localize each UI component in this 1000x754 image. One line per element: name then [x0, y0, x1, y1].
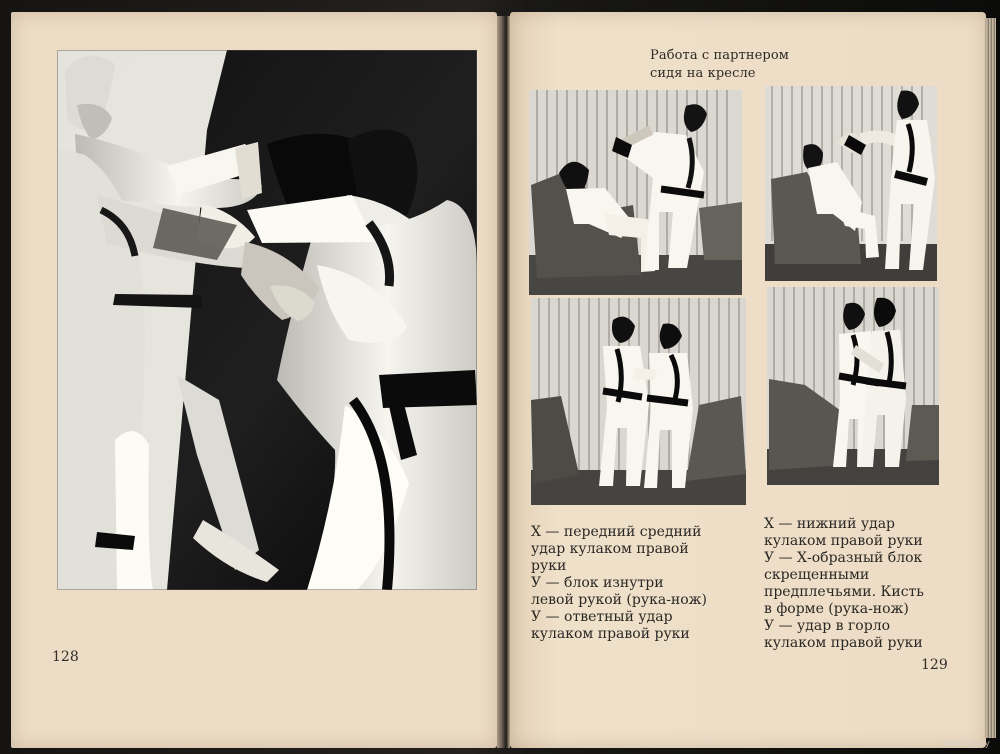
- heading-line: сидя на кресле: [650, 66, 756, 81]
- right-page-heading: [650, 47, 830, 83]
- heading-line: Работа с партнером: [650, 48, 789, 63]
- technique-caption-right: Х — нижний удар кулаком правой руки У — Х-образный блок скрещенными предплечьями. Кисть в форме (рука-нож) У — удар в горло кулаком правой руки: [764, 516, 924, 651]
- main-martial-arts-photo: [57, 50, 477, 590]
- technique-photo-4: [767, 287, 939, 485]
- right-page-number: 129: [921, 657, 948, 673]
- left-page-number: 128: [52, 649, 79, 665]
- watermark: www.ay.by: [942, 739, 990, 749]
- technique-photo-1: [529, 90, 742, 295]
- book-gutter: [497, 16, 510, 748]
- technique-caption-left: Х — передний средний удар кулаком правой руки У — блок изнутри левой рукой (рука-нож) У — ответный удар кулаком правой руки: [531, 524, 708, 642]
- technique-photo-3: [531, 298, 746, 505]
- technique-photo-2: [765, 86, 937, 281]
- page-edge-layers: [984, 18, 996, 738]
